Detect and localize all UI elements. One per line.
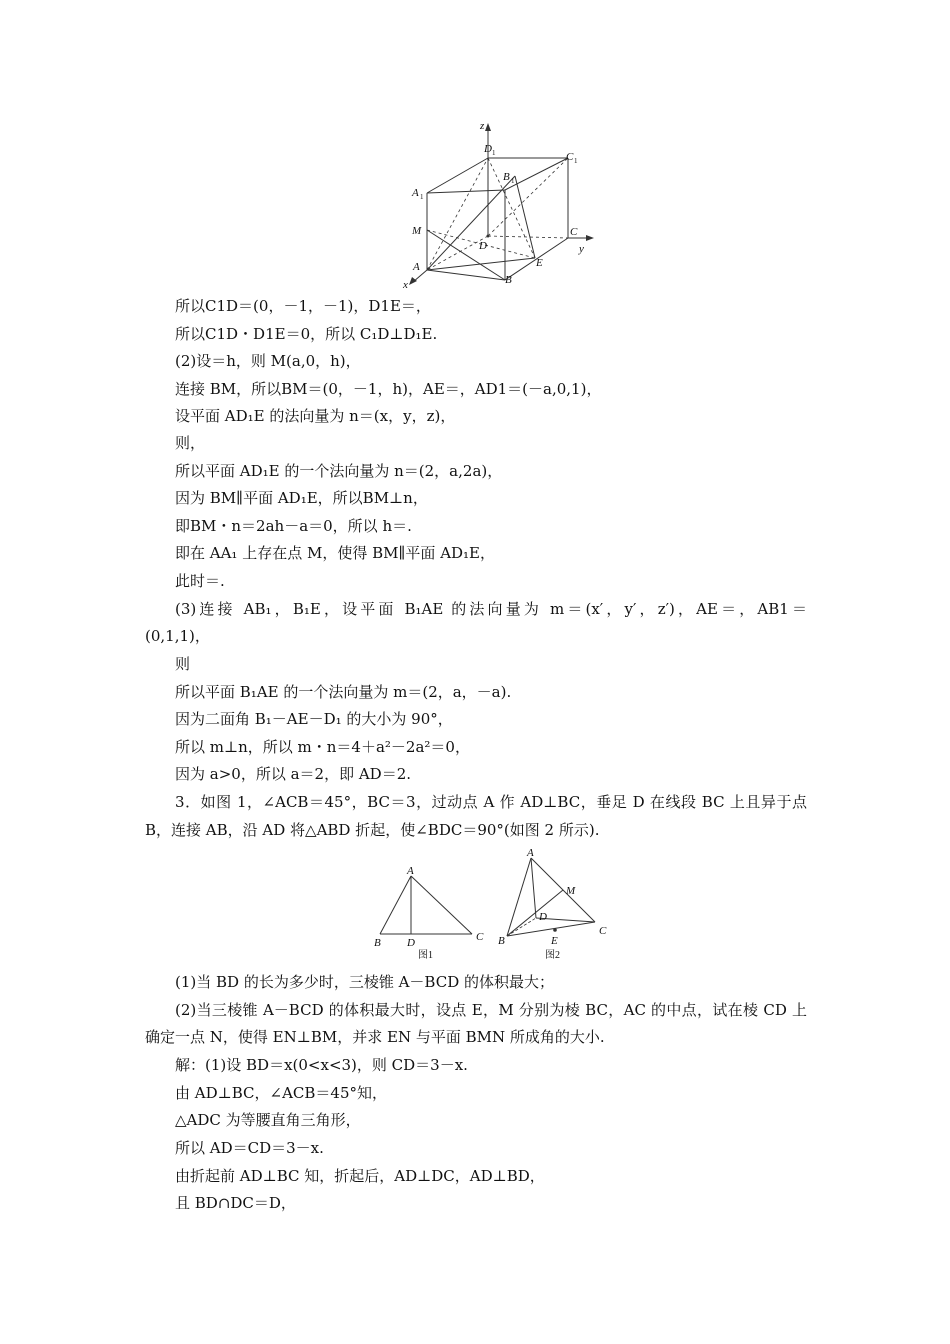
fig1-label-m: M: [412, 225, 422, 237]
fig2-left-label-c: C: [476, 931, 484, 943]
question-2: 确定一点 N，使得 EN⊥BM，并求 EN 与平面 BMN 所成角的大小.: [145, 1028, 605, 1046]
text-line: 设平面 AD₁E 的法向量为 n＝(x，y，z)，: [175, 407, 456, 425]
solution-line: 所以 AD＝CD＝3－x.: [175, 1139, 324, 1157]
cube-figure: [395, 118, 595, 290]
fig1-label-a1-sub: 1: [420, 193, 424, 201]
problem-statement: 3．如图 1，∠ACB＝45°，BC＝3，过动点 A 作 AD⊥BC，垂足 D 在线段 BC 上且异于点: [175, 793, 807, 811]
fig1-label-d1: D: [484, 143, 492, 155]
fig2-left-label-d: D: [407, 937, 415, 949]
fig2-right-label-c: C: [599, 925, 607, 937]
fig2-right-label-a: A: [527, 847, 534, 859]
question-2: (2)当三棱锥 A－BCD 的体积最大时，设点 E，M 分别为棱 BC，AC 的中点，试在棱 CD 上: [175, 1001, 807, 1019]
text-line: 则，: [175, 434, 206, 452]
fig2-left-caption: 图1: [418, 950, 433, 961]
problem-statement: B，连接 AB，沿 AD 将△ABD 折起，使∠BDC＝90°(如图 2 所示).: [145, 821, 600, 839]
fig2-right-caption: 图2: [545, 950, 560, 961]
fig1-label-d: D: [479, 240, 487, 252]
fig2-left-label-a: A: [407, 865, 414, 877]
fig2-right-label-d: D: [539, 911, 547, 923]
solution-line: 解：(1)设 BD＝x(0<x<3)，则 CD＝3－x.: [175, 1056, 468, 1074]
fig2-right-label-e: E: [551, 935, 558, 947]
tetrahedron-figure-2: [495, 846, 620, 962]
text-line: 所以 m⊥n，所以 m・n＝4＋a²－2a²＝0，: [175, 738, 470, 756]
solution-line: 且 BD∩DC＝D，: [175, 1194, 296, 1212]
fig1-label-z: z: [480, 120, 485, 132]
fig1-label-c1: C: [566, 151, 574, 163]
text-line: 因为 BM∥平面 AD₁E，所以BM⊥n，: [175, 489, 428, 507]
solution-line: 由 AD⊥BC，∠ACB＝45°知，: [175, 1084, 388, 1102]
text-line: 所以平面 B₁AE 的一个法向量为 m＝(2，a，－a).: [175, 683, 512, 701]
fig1-label-b1-sub: 1: [511, 177, 515, 185]
text-line: 则: [175, 655, 191, 673]
text-line: 所以C1D・D1E＝0，所以 C₁D⊥D₁E.: [175, 325, 438, 343]
text-line: 连接 BM，所以BM＝(0，－1，h)，AE＝，AD1＝(－a,0,1)，: [175, 380, 602, 398]
fig1-label-d1-sub: 1: [492, 149, 496, 157]
text-line: 即在 AA₁ 上存在点 M，使得 BM∥平面 AD₁E，: [175, 544, 496, 562]
text-line: (0,1,1)，: [145, 627, 210, 645]
solution-line: 由折起前 AD⊥BC 知，折起后，AD⊥DC，AD⊥BD，: [175, 1167, 545, 1185]
fig1-label-a: A: [413, 261, 420, 273]
fig2-left-label-b: B: [374, 937, 381, 949]
text-line: 因为二面角 B₁－AE－D₁ 的大小为 90°，: [175, 710, 453, 728]
fig1-label-b: B: [505, 274, 512, 286]
fig1-label-c: C: [570, 226, 578, 238]
question-1: (1)当 BD 的长为多少时，三棱锥 A－BCD 的体积最大；: [175, 973, 555, 991]
fig2-right-label-m: M: [566, 885, 576, 897]
fig1-label-b1: B: [503, 171, 510, 183]
text-line: 即BM・n＝2ah－a＝0，所以 h＝.: [175, 517, 412, 535]
triangle-figure-1: [368, 862, 493, 962]
text-line: 所以平面 AD₁E 的一个法向量为 n＝(2，a,2a)，: [175, 462, 503, 480]
fig1-label-e: E: [536, 257, 543, 269]
text-line: 此时＝.: [175, 572, 225, 590]
fig1-label-c1-sub: 1: [574, 157, 578, 165]
fig1-label-y: y: [579, 243, 584, 255]
solution-line: △ADC 为等腰直角三角形，: [175, 1111, 361, 1129]
text-line: (2)设＝h，则 M(a,0，h)，: [175, 352, 361, 370]
text-line: 所以C1D＝(0，－1，－1)，D1E＝，: [175, 297, 431, 315]
fig1-label-x: x: [403, 279, 408, 290]
text-line: 因为 a>0，所以 a＝2，即 AD＝2.: [175, 765, 412, 783]
text-line: (3)连接 AB₁，B₁E，设平面 B₁AE 的法向量为 m＝(x′，y′，z′)，AE＝，AB1＝: [175, 600, 807, 618]
fig1-label-a1: A: [412, 187, 419, 199]
fig2-right-label-b: B: [498, 935, 505, 947]
